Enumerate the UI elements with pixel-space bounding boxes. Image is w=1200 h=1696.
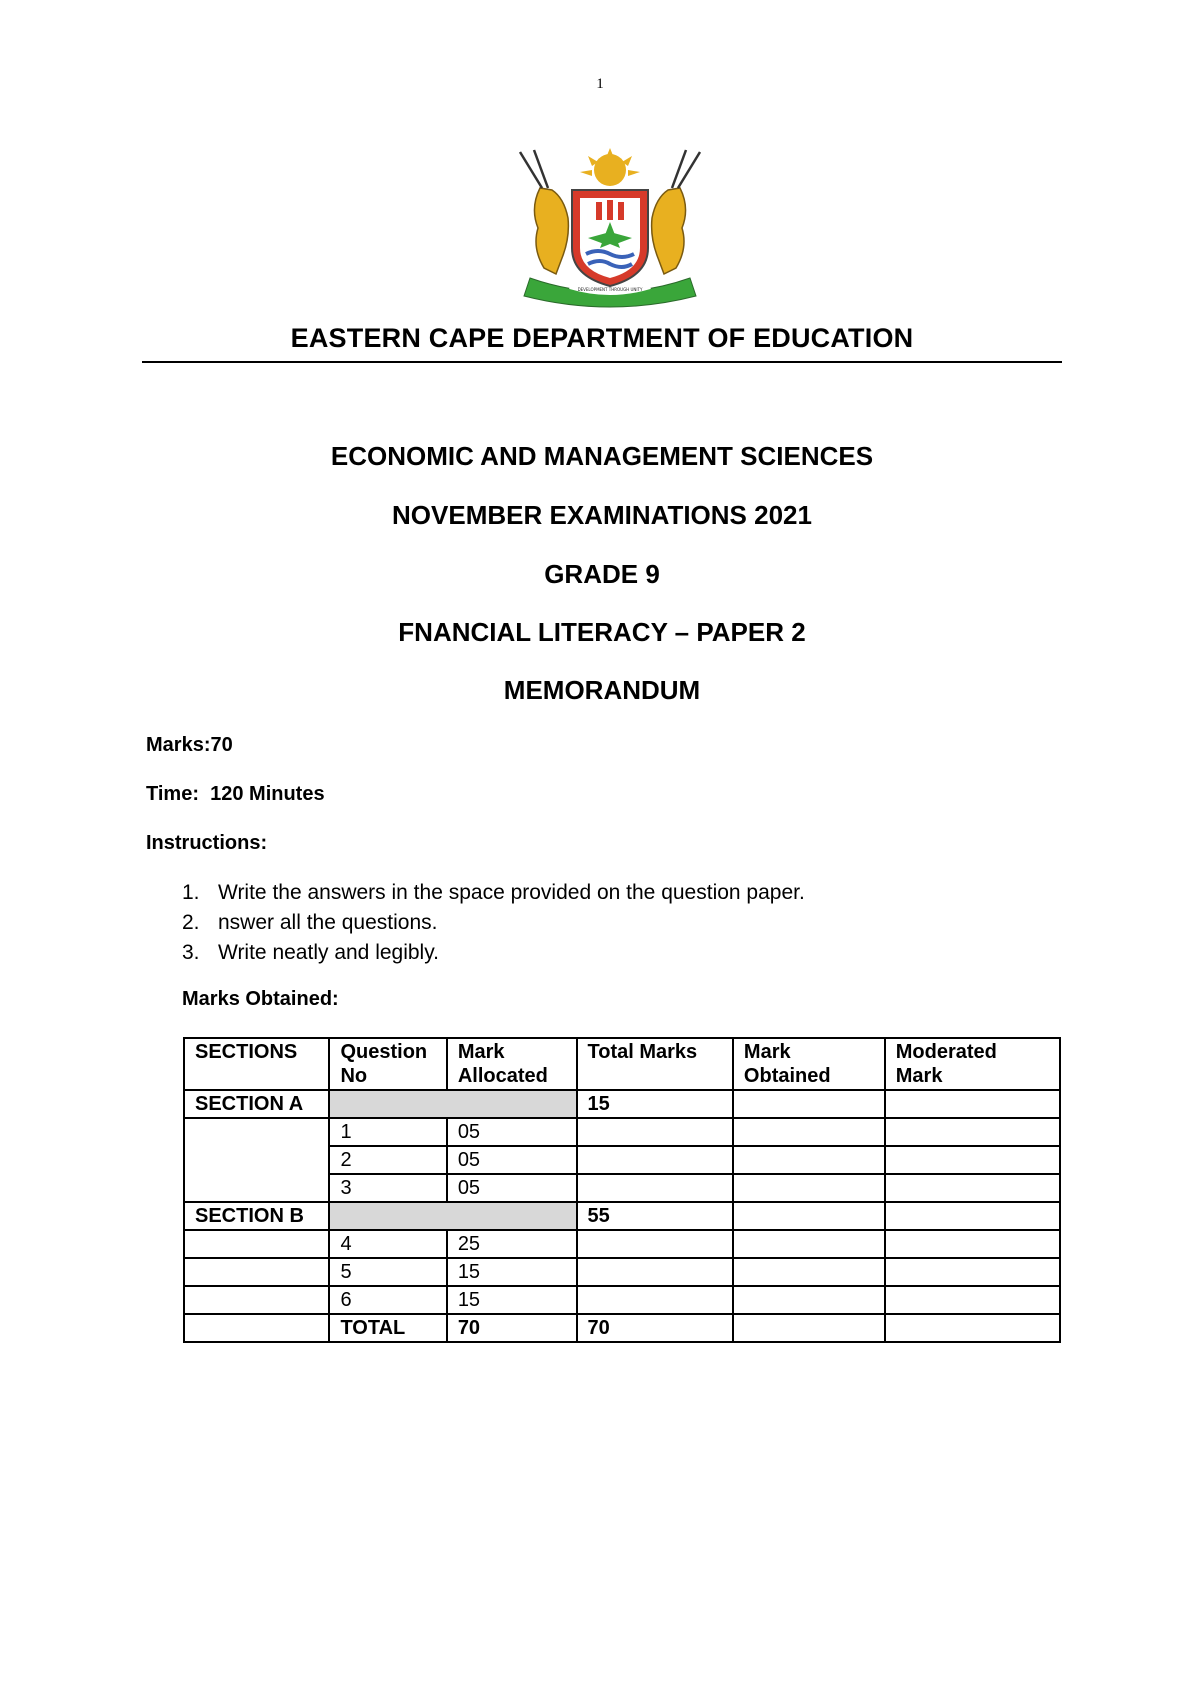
time-value: 120 Minutes xyxy=(210,783,325,805)
question-number: 2 xyxy=(329,1146,446,1174)
table-header-row xyxy=(184,1038,1060,1090)
section-total: 15 xyxy=(577,1090,733,1118)
total-marks-cell xyxy=(577,1230,733,1258)
instructions-label: Instructions: xyxy=(146,832,268,854)
mark-allocated: 05 xyxy=(447,1146,577,1174)
list-text: nswer all the questions. xyxy=(218,911,438,934)
list-number: 3. xyxy=(182,941,200,964)
moderated-mark-cell[interactable] xyxy=(885,1174,1060,1202)
grade-heading: GRADE 9 xyxy=(544,559,660,589)
shaded-cell xyxy=(329,1202,576,1230)
mark-obtained-cell[interactable] xyxy=(733,1174,885,1202)
list-item xyxy=(182,908,805,938)
shaded-cell xyxy=(329,1090,576,1118)
column-header: Question No xyxy=(329,1038,446,1090)
mark-obtained-cell[interactable] xyxy=(733,1286,885,1314)
time-label: Time: xyxy=(146,783,199,805)
table-total-row xyxy=(184,1314,1060,1342)
eastern-cape-coat-of-arms-icon xyxy=(500,148,720,308)
memorandum-heading: MEMORANDUM xyxy=(503,675,701,705)
mark-obtained-cell[interactable] xyxy=(733,1202,885,1230)
table-row xyxy=(184,1118,1060,1146)
mark-allocated: 15 xyxy=(447,1286,577,1314)
mark-obtained-cell[interactable] xyxy=(733,1314,885,1342)
table-row xyxy=(184,1258,1060,1286)
mark-obtained-cell[interactable] xyxy=(733,1230,885,1258)
total-marks-cell xyxy=(577,1118,733,1146)
section-blank-cell xyxy=(184,1286,329,1314)
marks-line: Marks:70 xyxy=(146,734,233,756)
mark-obtained-cell[interactable] xyxy=(733,1118,885,1146)
column-header: SECTIONS xyxy=(184,1038,329,1090)
paper-heading: FNANCIAL LITERACY – PAPER 2 xyxy=(398,617,806,647)
title-divider xyxy=(142,361,1062,363)
table-row xyxy=(184,1090,1060,1118)
page-number: 1 xyxy=(596,76,604,92)
total-allocated: 70 xyxy=(447,1314,577,1342)
table-row xyxy=(184,1230,1060,1258)
section-blank-cell xyxy=(184,1258,329,1286)
column-header: Mark Obtained xyxy=(733,1038,885,1090)
mark-allocated: 15 xyxy=(447,1258,577,1286)
moderated-mark-cell[interactable] xyxy=(885,1146,1060,1174)
total-marks-cell xyxy=(577,1174,733,1202)
table-row xyxy=(184,1286,1060,1314)
list-item xyxy=(182,878,805,908)
list-number: 1. xyxy=(182,881,200,904)
total-marks-cell xyxy=(577,1258,733,1286)
section-label: SECTION A xyxy=(184,1090,329,1118)
section-label: SECTION B xyxy=(184,1202,329,1230)
moderated-mark-cell[interactable] xyxy=(885,1258,1060,1286)
section-blank-cell xyxy=(184,1118,329,1202)
list-number: 2. xyxy=(182,911,200,934)
marks-obtained-label: Marks Obtained: xyxy=(182,988,339,1010)
column-header: Total Marks xyxy=(577,1038,733,1090)
question-number: 1 xyxy=(329,1118,446,1146)
moderated-mark-cell[interactable] xyxy=(885,1314,1060,1342)
exam-heading: NOVEMBER EXAMINATIONS 2021 xyxy=(392,500,812,530)
mark-obtained-cell[interactable] xyxy=(733,1090,885,1118)
total-label: TOTAL xyxy=(329,1314,446,1342)
section-total: 55 xyxy=(577,1202,733,1230)
time-line xyxy=(146,783,325,806)
moderated-mark-cell[interactable] xyxy=(885,1118,1060,1146)
crest-motto: DEVELOPMENT THROUGH UNITY xyxy=(577,287,643,292)
moderated-mark-cell[interactable] xyxy=(885,1202,1060,1230)
list-item xyxy=(182,938,805,968)
department-title: EASTERN CAPE DEPARTMENT OF EDUCATION xyxy=(290,323,914,353)
question-number: 5 xyxy=(329,1258,446,1286)
table-row xyxy=(184,1202,1060,1230)
moderated-mark-cell[interactable] xyxy=(885,1090,1060,1118)
mark-obtained-cell[interactable] xyxy=(733,1146,885,1174)
mark-allocated: 05 xyxy=(447,1118,577,1146)
grand-total: 70 xyxy=(577,1314,733,1342)
total-marks-cell xyxy=(577,1146,733,1174)
section-blank-cell xyxy=(184,1314,329,1342)
moderated-mark-cell[interactable] xyxy=(885,1230,1060,1258)
mark-allocated: 25 xyxy=(447,1230,577,1258)
list-text: Write neatly and legibly. xyxy=(218,941,440,964)
question-number: 6 xyxy=(329,1286,446,1314)
list-text: Write the answers in the space provided on the question paper. xyxy=(218,881,805,904)
subject-heading: ECONOMIC AND MANAGEMENT SCIENCES xyxy=(330,441,874,471)
mark-obtained-cell[interactable] xyxy=(733,1258,885,1286)
moderated-mark-cell[interactable] xyxy=(885,1286,1060,1314)
marks-table xyxy=(183,1037,1061,1343)
mark-allocated: 05 xyxy=(447,1174,577,1202)
question-number: 3 xyxy=(329,1174,446,1202)
section-blank-cell xyxy=(184,1230,329,1258)
column-header: Mark Allocated xyxy=(447,1038,577,1090)
instructions-list xyxy=(182,878,805,968)
question-number: 4 xyxy=(329,1230,446,1258)
total-marks-cell xyxy=(577,1286,733,1314)
column-header: Moderated Mark xyxy=(885,1038,1060,1090)
